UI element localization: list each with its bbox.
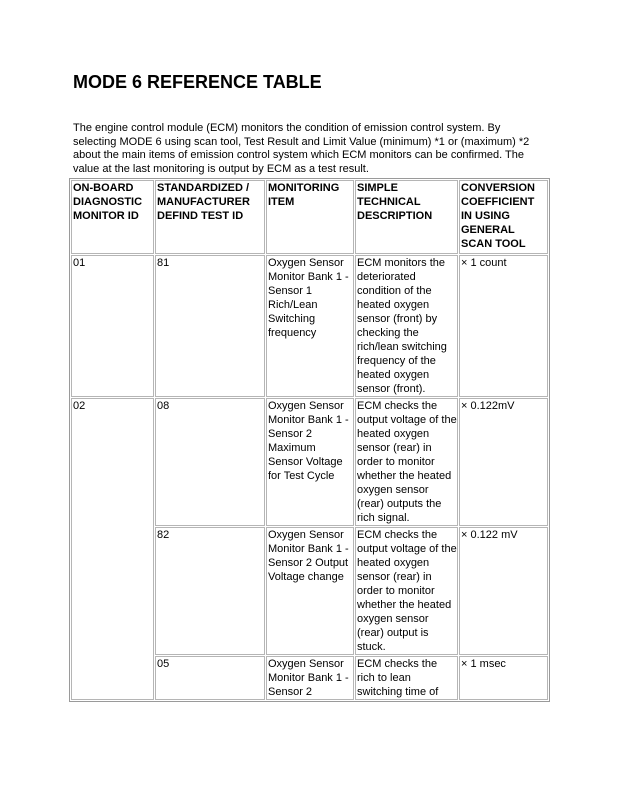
cell-test-id: 08 (155, 398, 265, 526)
cell-monitor-id: 02 (71, 398, 154, 700)
cell-conversion: × 1 msec (459, 656, 548, 700)
cell-conversion: × 0.122 mV (459, 527, 548, 655)
header-monitoring-item: MONITORING ITEM (266, 180, 354, 254)
header-test-id: STANDARDIZED / MANUFACTURER DEFIND TEST ID (155, 180, 265, 254)
intro-paragraph: The engine control module (ECM) monitors the condition of emission control system. By selecting MODE 6 using scan tool, Test Result and Limit Value (minimum) *1 or (maximum) *2 about the main items of emission control system which ECM monitors can be confirmed. The value at the last monitoring is output by ECM as a test result. (73, 122, 530, 175)
cell-monitor-id: 01 (71, 255, 154, 397)
cell-description: ECM checks the output voltage of the heated oxygen sensor (rear) in order to monitor whether the heated oxygen sensor (rear) outputs the rich signal. (357, 400, 457, 524)
cell-test-id: 82 (155, 527, 265, 655)
header-description: SIMPLE TECHNICAL DESCRIPTION (355, 180, 458, 254)
table-row (71, 255, 548, 397)
cell-conversion: × 1 count (459, 255, 548, 397)
header-monitor-id: ON-BOARD DIAGNOSTIC MONITOR ID (71, 180, 154, 254)
cell-description: ECM checks the output voltage of the heated oxygen sensor (rear) in order to monitor whether the heated oxygen sensor (rear) output is stuck. (357, 529, 457, 653)
page-title: MODE 6 REFERENCE TABLE (73, 72, 322, 92)
cell-monitoring-item: Oxygen Sensor Monitor Bank 1 - Sensor 1 Rich/Lean Switching frequency (266, 255, 354, 397)
cell-test-id: 81 (155, 255, 265, 397)
cell-test-id: 05 (155, 656, 265, 700)
mode6-reference-table (69, 178, 550, 702)
cell-description: ECM monitors the deteriorated condition of the heated oxygen sensor (front) by checking the rich/lean switching frequency of the heated oxygen sensor (front). (355, 255, 458, 397)
cell-monitoring-item: Oxygen Sensor Monitor Bank 1 - Sensor 2 Output Voltage change (266, 527, 354, 655)
cell-conversion: × 0.122mV (459, 398, 548, 526)
cell-monitoring-item: Oxygen Sensor Monitor Bank 1 - Sensor 2 Maximum Sensor Voltage for Test Cycle (266, 398, 354, 526)
header-conversion: CONVERSION COEFFICIENT IN USING GENERAL SCAN TOOL (459, 180, 548, 254)
cell-description: ECM checks the rich to lean switching time of (355, 656, 458, 700)
table-row (71, 398, 548, 526)
table-header-row (71, 180, 548, 254)
cell-monitoring-item: Oxygen Sensor Monitor Bank 1 - Sensor 2 (266, 656, 354, 700)
